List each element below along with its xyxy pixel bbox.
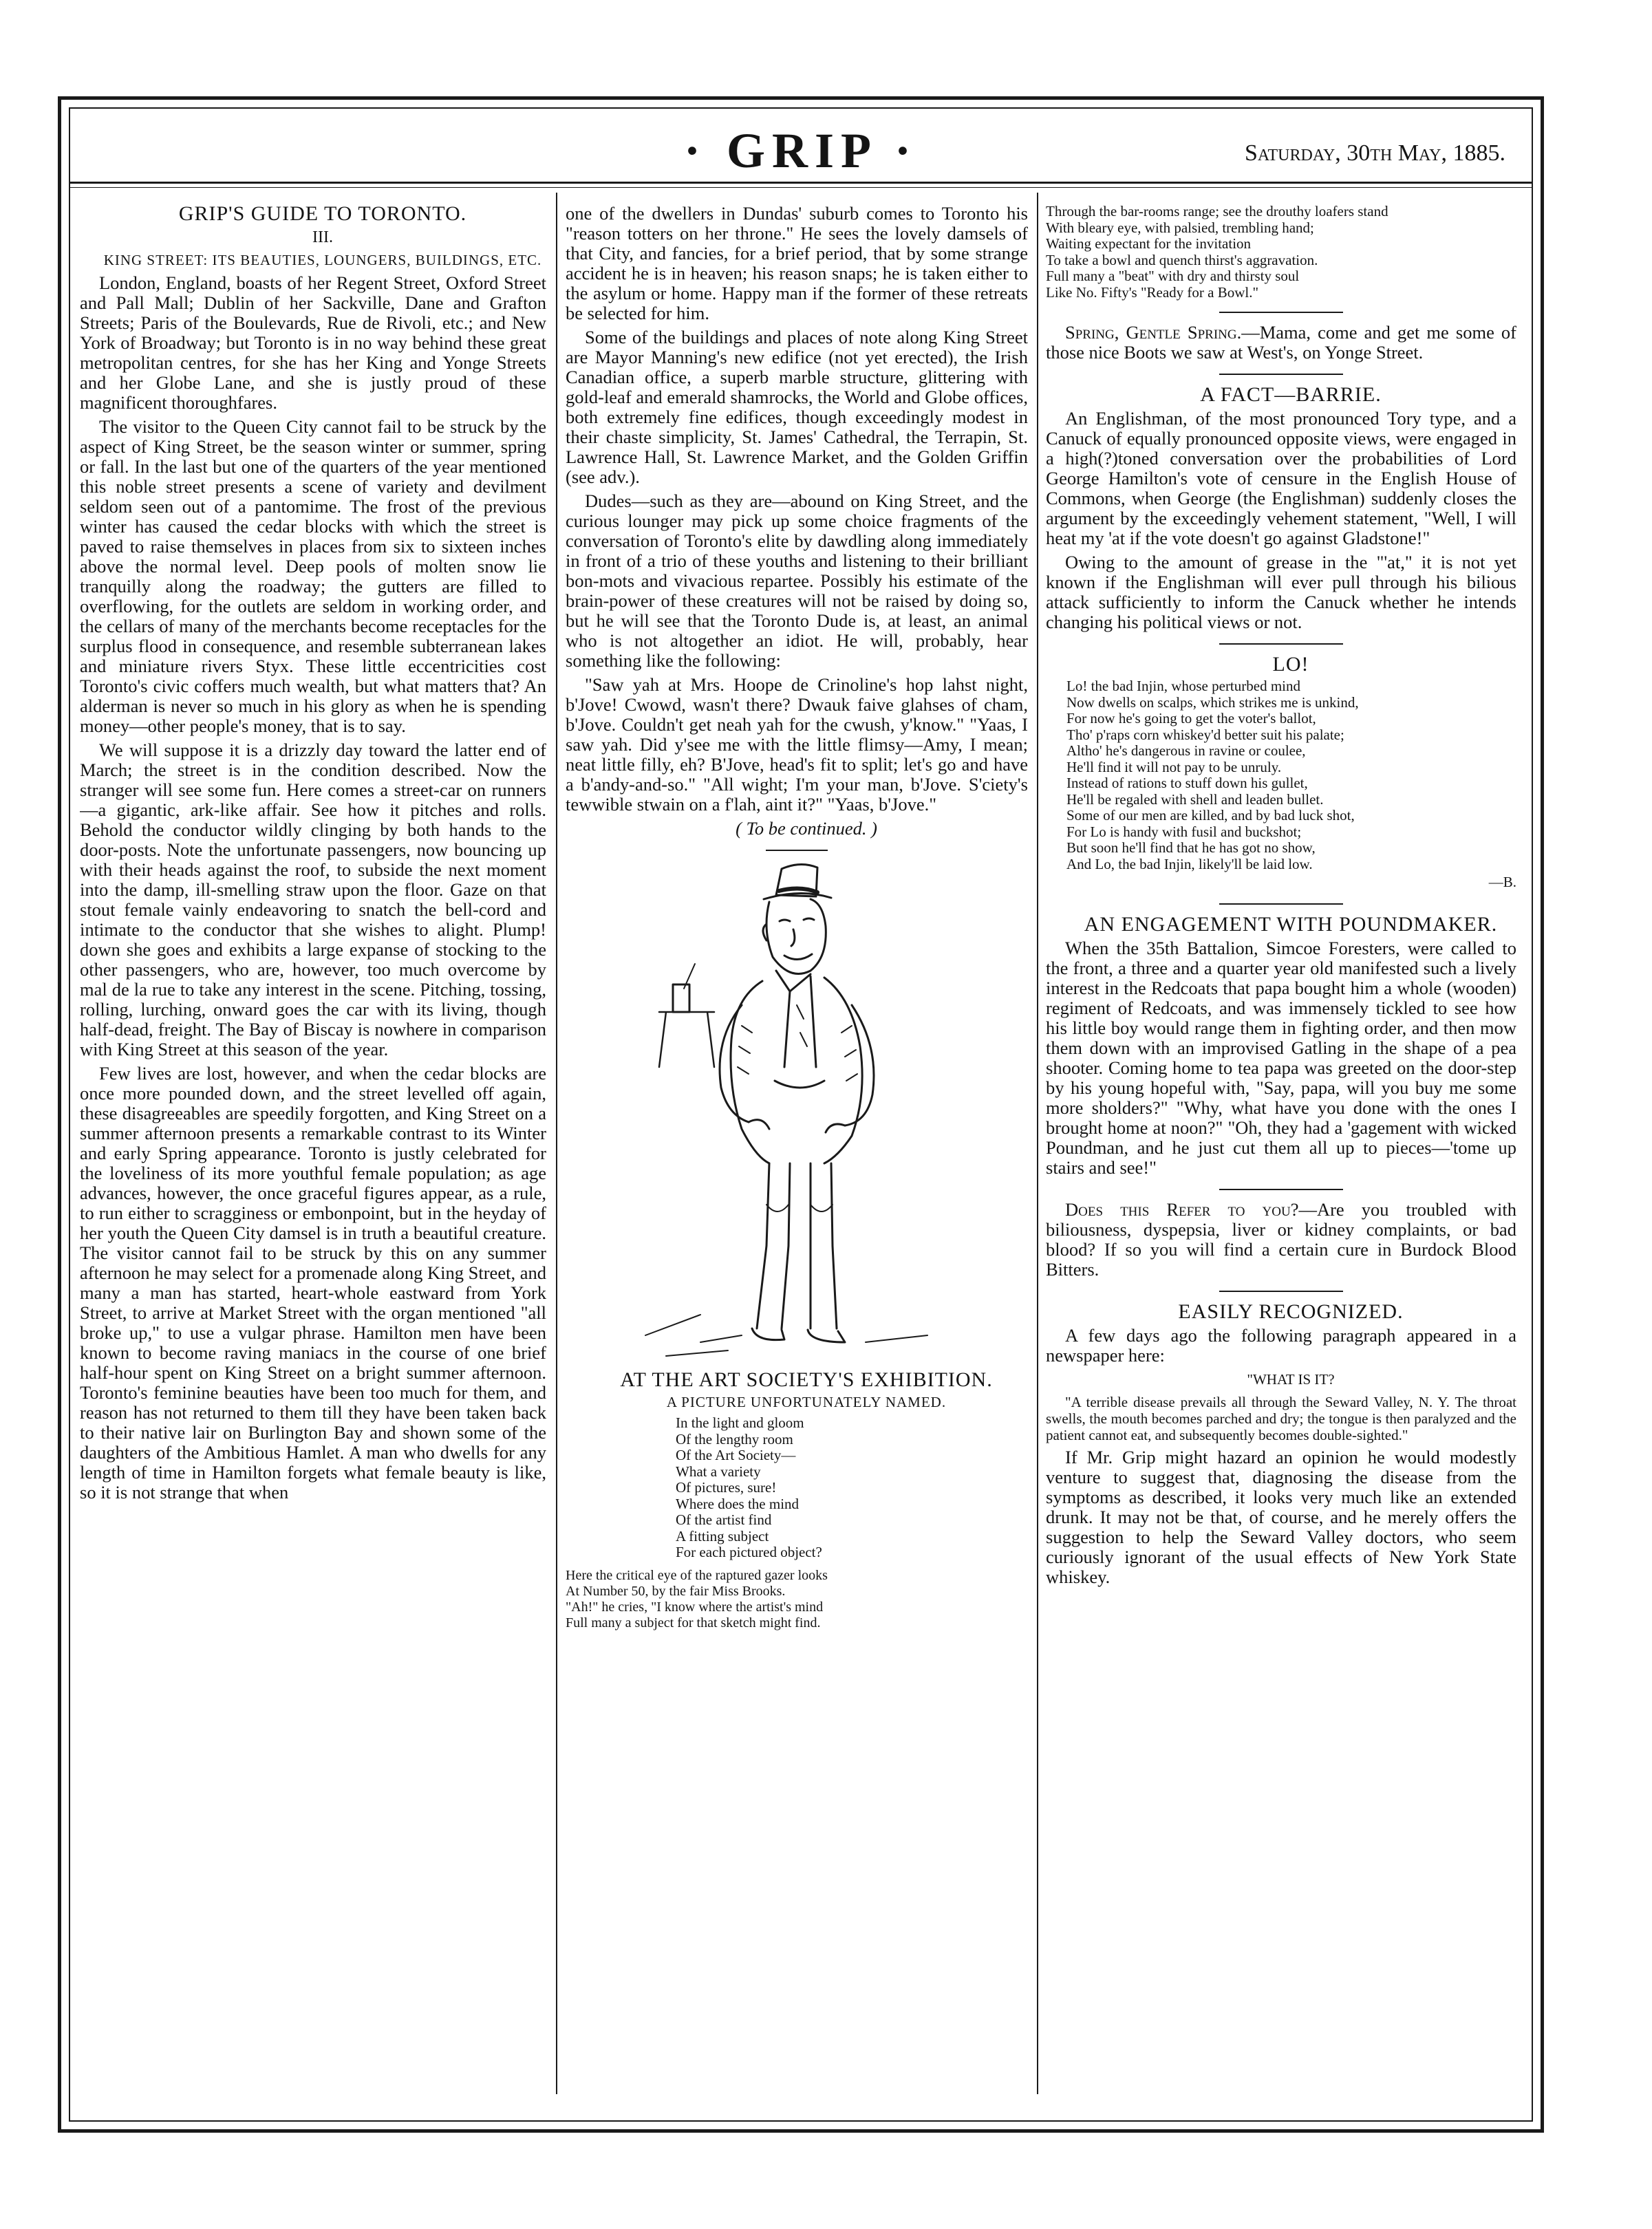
quote-title: "WHAT IS IT? [1247, 1371, 1335, 1388]
masthead [69, 110, 1533, 179]
poem-line: For Lo is handy with fusil and buckshot; [1066, 823, 1302, 840]
poem-line: Of pictures, sure! [676, 1479, 777, 1496]
paragraph: The visitor to the Queen City cannot fail to be struck by the aspect of King Street, be the season winter or summer, spring or fall. In the last but one of the quarters of the year mentioned this noble street presents a scene of variety and devilment seldom seen out of a pantomime. The frost of the previous winter has caused the cedar blocks with which the street is paved to raise themselves in places from six to sixteen inches above the normal level. Deep pools of molten snow lie tranquilly along the roadway; the gutters are filled to overflowing, for the outlets are seldom in working order, and the cellars of many of the merchants become receptacles for the surplus flood in consequence, and resemble subterranean lakes and miniature rivers Styx. These little eccentricities cost Toronto's civic coffers much wealth, but what matters that? An alderman is never so much in his glory as when he is spending money—other people's money, that is to say. [80, 416, 546, 736]
masthead-title: · GRIP · [683, 123, 919, 178]
footnote-line: "Ah!" he cries, "I know where the artist's mind [566, 1599, 824, 1615]
poem-line: But soon he'll find that he has got no show, [1066, 839, 1316, 856]
poem-line: He'll be regaled with shell and leaden bullet. [1066, 790, 1324, 808]
spring-lead: Spring, Gentle Spring. [1065, 322, 1242, 343]
column-divider-2 [1037, 193, 1038, 2094]
paragraph: one of the dwellers in Dundas' suburb comes to Toronto his "reason totters on her throne." He sees the lovely damsels of that City, and fancies, for a brief period, that by some strange accident he is in heaven; his reason snaps; he is taken either to the asylum or home. Happy man if the former of these retreats be selected for him. [566, 204, 1028, 323]
poem-line: For now he's going to get the voter's ballot, [1066, 710, 1316, 726]
continued-note: ( To be continued. ) [736, 818, 877, 839]
quoted-paragraph: "A terrible disease prevails all through the Seward Valley, N. Y. The throat swells, the mouth becomes parched and dry; the tongue is then paralyzed and the patient cannot eat, and subsequently becomes double-sighted." [1046, 1394, 1516, 1443]
paragraph: "Saw yah at Mrs. Hoope de Crinoline's hop lahst night, b'Jove! Cwowd, wasn't there? Dwauk faive glahses of cham, b'Jove. Couldn't get neah yah for the cwush, y'know." "Yaas, I saw yah. Did y'see me with the little flimsy—Amy, I mean; neat little filly, eh? B'Jove, head's fit to split; let's go and have a b'andy-and-so." "All wight; I'm your man, b'Jove. S'ciety's tewwible stwain on a f'lah, aint it?" "Yaas, b'Jove." [566, 674, 1028, 815]
paragraph: Owing to the amount of grease in the "'at," it is not yet known if the Englishman will ever pull through his bilious attack sufficiently to inform the Canuck whether he intends changing his political views or not. [1046, 552, 1516, 632]
poem-art-society [676, 1415, 1028, 1561]
poem-line: Of the artist find [676, 1511, 772, 1528]
article-subtitle: KING STREET: ITS BEAUTIES, LOUNGERS, BUILDINGS, ETC. [103, 252, 542, 268]
poem-line: Where does the mind [676, 1495, 800, 1512]
spring-text: —Mama, come and get me some of those nice Boots we saw at West's, on Yonge Street. [1046, 322, 1516, 363]
poem-title: A PICTURE UNFORTUNATELY NAMED. [666, 1394, 947, 1410]
paragraph: A few days ago the following paragraph appeared in a newspaper here: [1046, 1325, 1516, 1366]
divider [1219, 1291, 1343, 1292]
divider [1219, 903, 1343, 905]
poem-line: Tho' p'raps corn whiskey'd better suit his palate; [1066, 726, 1344, 743]
poem-line: What a variety [676, 1463, 761, 1480]
poem-line: He'll find it will not pay to be unruly. [1066, 758, 1282, 775]
refer-text: —Are you troubled with biliousness, dyspepsia, liver or kidney complaints, or bad blood? If so you will find a certain cure in Burdock Blood Bitters. [1046, 1199, 1516, 1280]
article-heading-engagement: AN ENGAGEMENT WITH POUNDMAKER. [1084, 913, 1498, 936]
poem-line: For each pictured object? [676, 1544, 822, 1560]
refer-paragraph [1046, 1200, 1516, 1280]
refer-lead: Does this Refer to you? [1065, 1199, 1299, 1220]
divider [1219, 643, 1343, 645]
masthead-date: Saturday, 30th May, 1885. [1244, 140, 1505, 166]
article-heading-barrie: A FACT—BARRIE. [1200, 383, 1382, 406]
column-3 [1046, 204, 1516, 2080]
paragraph: We will suppose it is a drizzly day toward the latter end of March; the street is in the condition described. Now the stranger will see some fun. Here comes a street-car on runners—a gigantic, ark-like affair. See how it pitches and rolls. Behold the conductor wildly clinging by both hands to the door-posts. Note the unfortunate passengers, now bouncing up with their heads against the roof, to subside the next moment into the damp, ill-smelling straw upon the floor. Gaze on that stout female vainly endeavoring to snatch the bell-cord and intimate to the conductor that she wishes to alight. Plump! down she goes and exhibits a large expanse of stocking to the other passengers, who are, however, too much overcome by mal de la rue to take any interest in the scene. Pitching, tossing, rolling, lurching, onward goes the car with its living, though half-dead, freight. The Bay of Biscay is nowhere in comparison with King Street at this season of the year. [80, 740, 546, 1059]
poem-line: Lo! the bad Injin, whose perturbed mind [1066, 678, 1300, 694]
paragraph: Few lives are lost, however, and when the cedar blocks are once more pounded down, and the street levelled off again, these disagreeables are speedily forgotten, and King Street on a summer afternoon presents a remarkable contrast to its Winter and early Spring appearance. Toronto is justly celebrated for the loveliness of its more youthful female population; as age advances, however, the once graceful figures appear, as a rule, to run either to scragginess or embonpoint, but in the heyday of her youth the Queen City damsel is in truth a beautiful creature. The visitor cannot fail to be struck by this on any summer afternoon he may select for a promenade along King Street, and many a man has started, heart-whole eastward from York Street, to arrive at Market Street with the organ mentioned "all broke up," to use a vulgar phrase. Hamilton men have been known to become raving maniacs in the course of one brief half-hour spent on King Street on a bright summer afternoon. Toronto's feminine beauties have been too much for them, and reason has not returned to them till they have been taken back to their native lair on Burlington Bay and shown some of the daughters of the Ambitious Hamlet. A man who dwells for any length of time in Hamilton forgets what female beauty is like, so it is not strange that when [80, 1063, 546, 1503]
footnote-line: Here the critical eye of the raptured gazer looks [566, 1567, 828, 1583]
masthead-rule [69, 182, 1533, 184]
footnote-line: At Number 50, by the fair Miss Brooks. [566, 1583, 786, 1599]
article-heading-guide: GRIP'S GUIDE TO TORONTO. [178, 204, 467, 225]
verse-line: Through the bar-rooms range; see the drouthy loafers stand [1046, 204, 1388, 219]
paragraph: London, England, boasts of her Regent Street, Oxford Street and Pall Mall; Dublin of her Sackville, Dane and Grafton Streets; Paris of the Boulevards, Rue de Rivoli, etc.; and New York of Broadway; but Toronto is in no way behind these great metropolitan centres, for she has her King and Yonge Streets and her Globe Lane, and she is justly proud of these magnificent thoroughfares. [80, 272, 546, 413]
article-heading-easily: EASILY RECOGNIZED. [1178, 1300, 1404, 1323]
poem-line: A fitting subject [676, 1527, 769, 1544]
verse-continuation [1046, 204, 1516, 301]
verse-line: Like No. Fifty's "Ready for a Bowl." [1046, 283, 1259, 301]
paragraph: Dudes—such as they are—abound on King Street, and the curious lounger may pick up some choice fragments of the conversation of Toronto's elite by dawdling along immediately in front of a trio of these youths and listening to their brilliant bon-mots and vivacious repartee. Possibly his estimate of the brain-power of these creatures will not be raised by doing so, but he will see that the Toronto Dude is, at least, an animal who is not altogether an idiot. He will, probably, hear something like the following: [566, 491, 1028, 671]
footnote-line: Full many a subject for that sketch might find. [566, 1615, 821, 1630]
poem-line: Instead of rations to stuff down his gullet, [1066, 775, 1308, 791]
divider [766, 850, 828, 851]
masthead-rule-thin [69, 187, 1533, 188]
poem-line: In the light and gloom [676, 1414, 804, 1431]
article-heading-lo: LO! [1272, 653, 1309, 676]
divider [1219, 312, 1343, 313]
illustration-caption: AT THE ART SOCIETY'S EXHIBITION. [620, 1368, 993, 1391]
paragraph: Some of the buildings and places of note along King Street are Mayor Manning's new edifice (not yet erected), the Irish Canadian office, a superb marble structure, glittering with gold-leaf and emerald shamrocks, the World and Globe offices, both extremely fine edifices, though exceedingly modest in their chaste simplicity, St. James' Cathedral, the Terrapin, St. Lawrence Hall, St. Lawrence Market, and the Golden Griffin (see adv.). [566, 327, 1028, 487]
verse-line: Full many a "beat" with dry and thirsty soul [1046, 268, 1300, 284]
spring-paragraph [1046, 323, 1516, 363]
paragraph: If Mr. Grip might hazard an opinion he would modestly venture to suggest that, diagnosing the disease from the symptoms as described, it looks very much like an extended drunk. It may not be that, of course, and he merely offers the suggestion to help the Seward Valley doctors, who seem curiously ignorant of the usual effects of New York State whiskey. [1046, 1447, 1516, 1587]
divider [1219, 374, 1343, 375]
poem-lo [1066, 678, 1516, 872]
verse-line: To take a bowl and quench thirst's aggravation. [1046, 251, 1318, 268]
column-divider-1 [556, 193, 557, 2094]
poem-line: And Lo, the bad Injin, likely'll be laid low. [1066, 855, 1313, 872]
column-1 [80, 204, 546, 2080]
verse-line: Waiting expectant for the invitation [1046, 235, 1252, 252]
divider [1219, 1189, 1343, 1190]
poem-line: Now dwells on scalps, which strikes me is unkind, [1066, 693, 1359, 711]
paragraph: When the 35th Battalion, Simcoe Foresters, were called to the front, a three and a quarter year old manifested such a lively interest in the Redcoats that papa bought him a whole (wooden) regiment of Redcoats, and was immensely tickled to see how his little boy would range them in fighting order, and then mow them down with an improvised Gatling in the shape of a pea shooter. Coming home to tea papa was greeted on the door-step by his young hopeful with, "Say, papa, will you buy me some more sholders?" "Why, what have you done with the ones I brought home at noon?" "Oh, they had a 'gagement with wicked Poundman, and he just cut them all up to pieces—'tome up stairs and see!" [1046, 938, 1516, 1178]
verse-line: With bleary eye, with palsied, trembling hand; [1046, 219, 1314, 236]
poem-signature: —B. [1488, 874, 1516, 890]
column-2 [566, 204, 1028, 2080]
poem-line: Of the Art Society— [676, 1447, 796, 1463]
poem-line: Of the lengthy room [676, 1430, 793, 1447]
article-part-number: III. [312, 228, 333, 246]
poem-line: Some of our men are killed, and by bad luck shot, [1066, 807, 1355, 823]
dude-cartoon-illustration [604, 861, 989, 1370]
poem-line: Altho' he's dangerous in ravine or coulee, [1066, 742, 1306, 759]
poem-footnote [566, 1568, 1028, 1631]
paragraph: An Englishman, of the most pronounced Tory type, and a Canuck of equally pronounced opposite views, were engaged in a high(?)toned conversation over the probabilities of Lord George Hamilton's vote of censure in the English House of Commons, when George (the Englishman) suddenly closes the argument by the exceedingly vehement statement, "Well, I will heat my 'at if the vote doesn't go against Gladstone!" [1046, 408, 1516, 548]
